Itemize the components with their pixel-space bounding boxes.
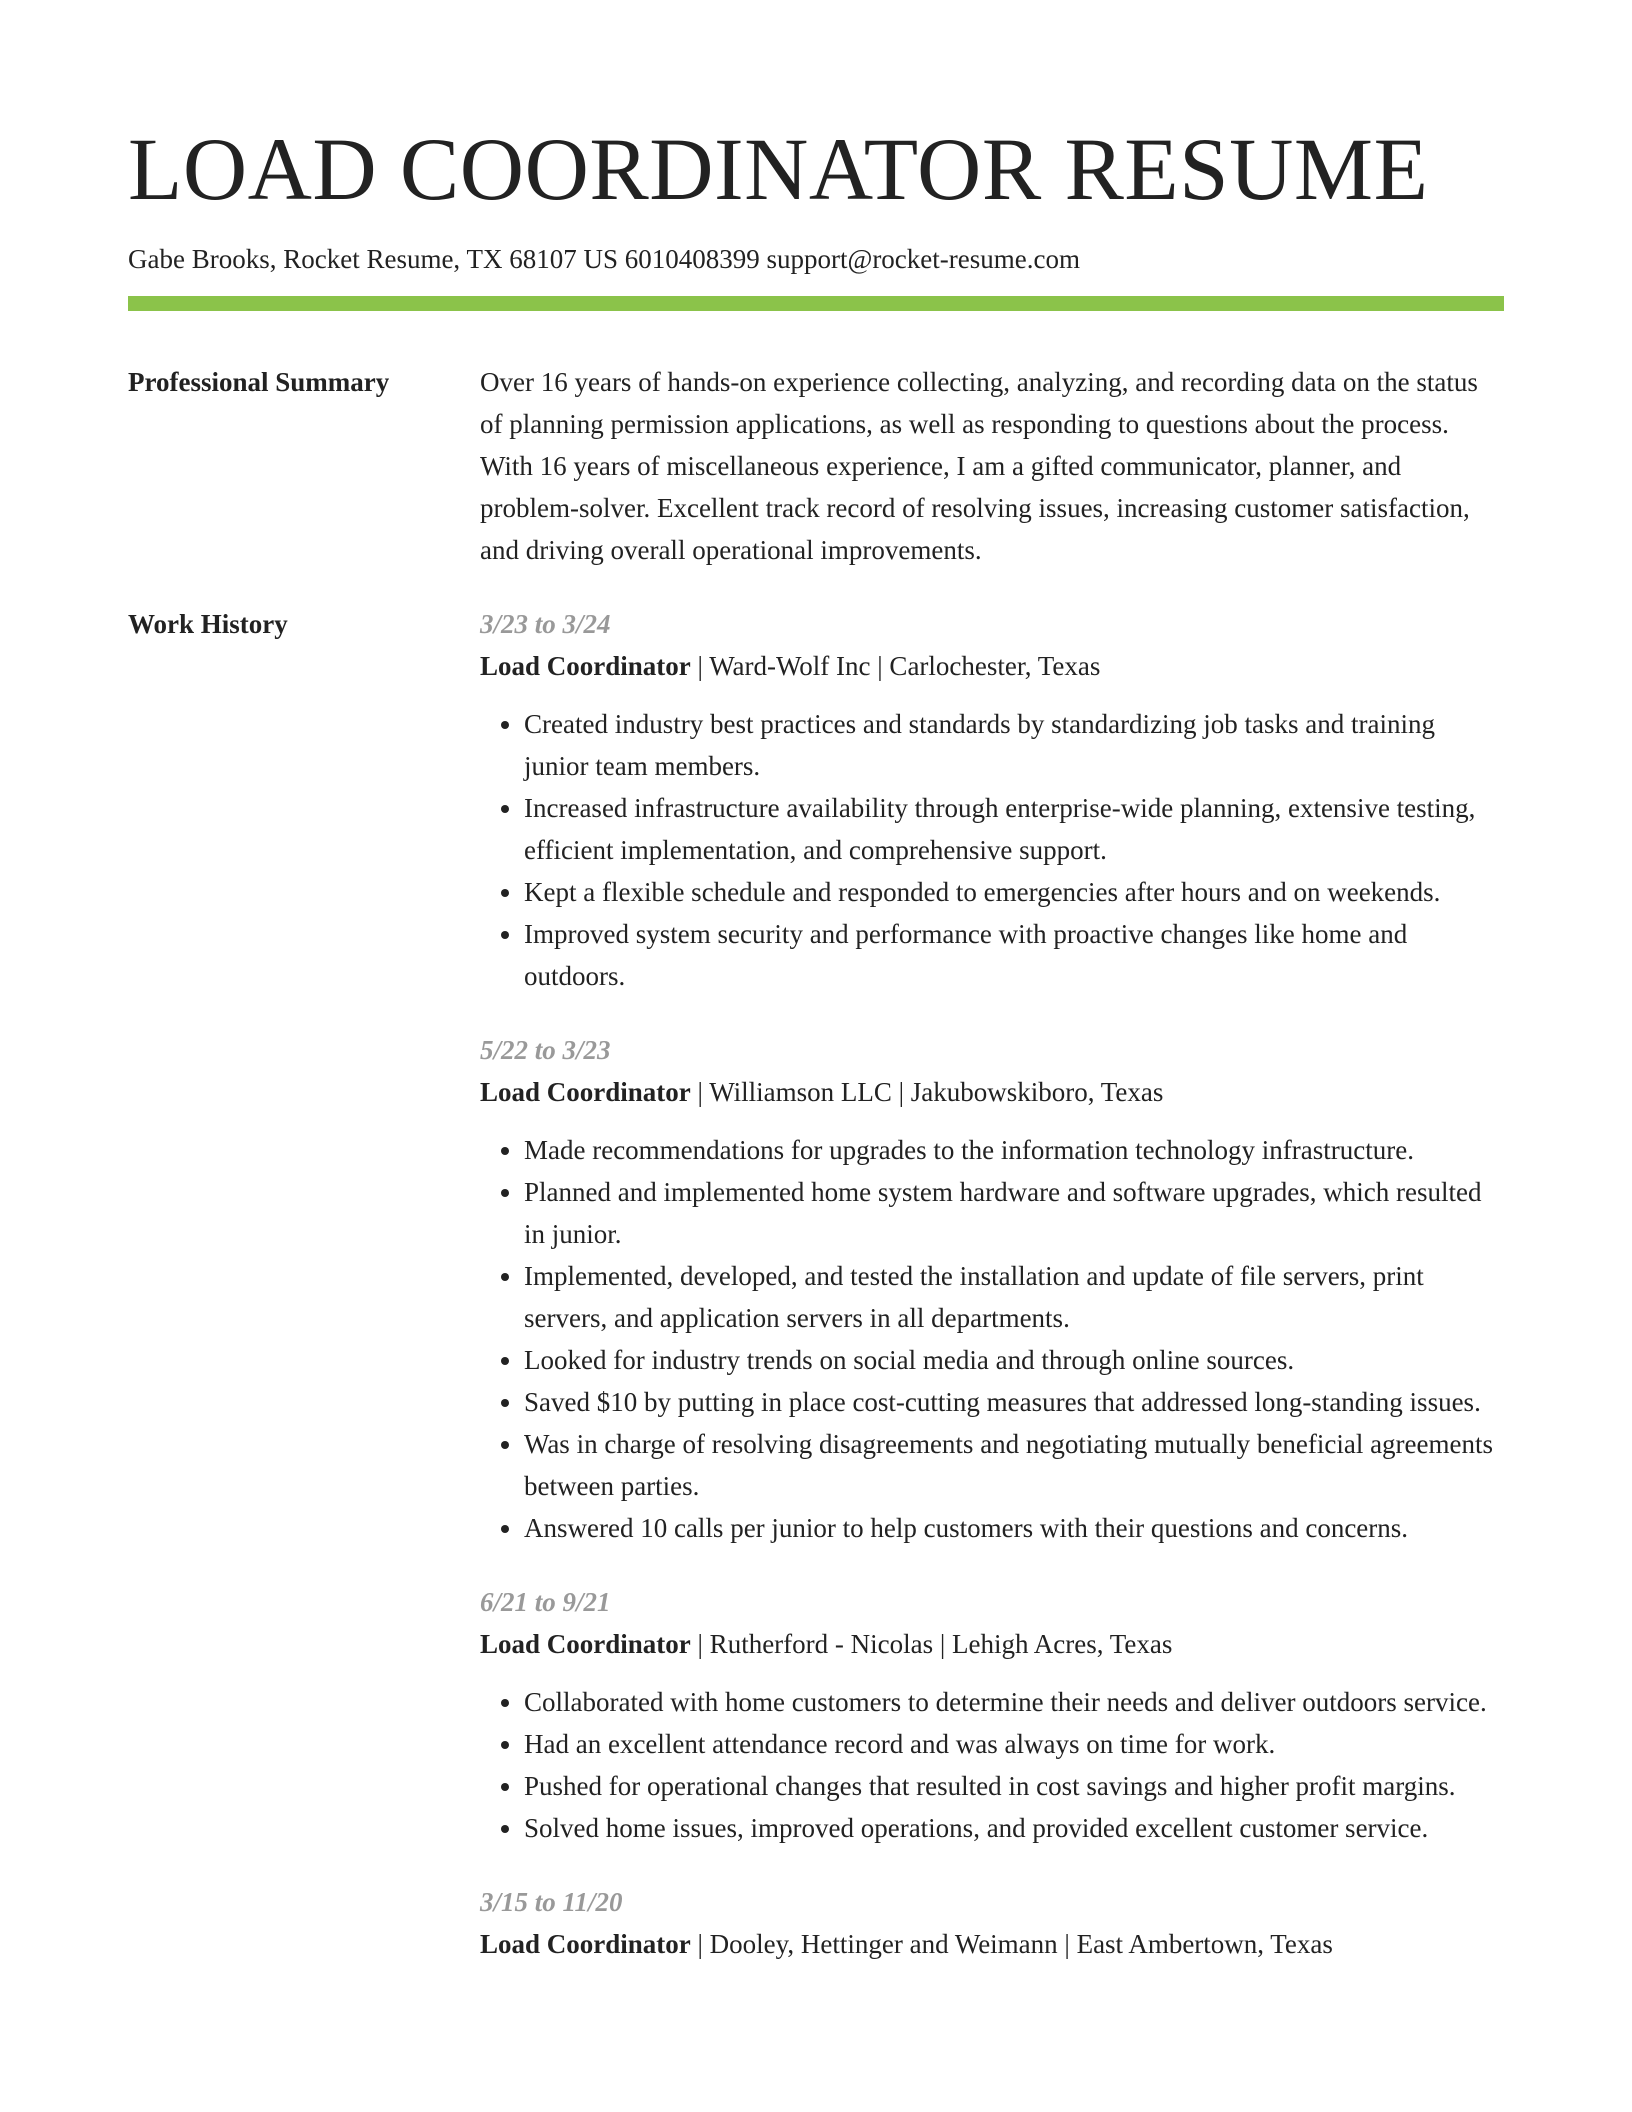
job-entry xyxy=(480,603,1504,997)
professional-summary-section xyxy=(128,361,1504,571)
list-item: • Pushed for operational changes that resulted in cost savings and higher profit margins. xyxy=(524,1765,1504,1807)
job-entry xyxy=(480,1881,1504,1965)
job-heading xyxy=(480,1071,1504,1113)
job-bullets xyxy=(480,1129,1504,1549)
job-entry xyxy=(480,1581,1504,1849)
job-details: | Rutherford - Nicolas | Lehigh Acres, Texas xyxy=(690,1629,1173,1659)
job-dates: 3/23 to 3/24 xyxy=(480,609,611,639)
section-label: Work History xyxy=(128,609,288,639)
summary-text: Over 16 years of hands-on experience collecting, analyzing, and recording data on the status of planning permission applications, as well as responding to questions about the process. With 16 years of miscellaneous experience, I am a gifted communicator, planner, and problem-solver. Excellent track record of resolving issues, increasing customer satisfaction, and driving overall operational improvements. xyxy=(480,367,1478,565)
list-item: • Saved $10 by putting in place cost-cutting measures that addressed long-standing issues. xyxy=(524,1381,1504,1423)
work-history-section xyxy=(128,603,1504,1965)
job-bullets xyxy=(480,1681,1504,1849)
list-item: • Increased infrastructure availability through enterprise-wide planning, extensive testing, efficient implementation, and comprehensive support. xyxy=(524,787,1504,871)
list-item: • Made recommendations for upgrades to the information technology infrastructure. xyxy=(524,1129,1504,1171)
job-bullets xyxy=(480,703,1504,997)
resume-page xyxy=(128,0,1504,1965)
job-dates: 6/21 to 9/21 xyxy=(480,1587,611,1617)
header-divider xyxy=(128,296,1504,311)
list-item: • Collaborated with home customers to determine their needs and deliver outdoors service. xyxy=(524,1681,1504,1723)
job-title: Load Coordinator xyxy=(480,651,691,681)
list-item: • Implemented, developed, and tested the installation and update of file servers, print servers, and application servers in all departments. xyxy=(524,1255,1504,1339)
work-history-list xyxy=(480,603,1504,1965)
job-title: Load Coordinator xyxy=(480,1629,691,1659)
job-details: | Ward-Wolf Inc | Carlochester, Texas xyxy=(690,651,1101,681)
section-label: Professional Summary xyxy=(128,367,390,397)
list-item: • Answered 10 calls per junior to help customers with their questions and concerns. xyxy=(524,1507,1504,1549)
list-item: • Planned and implemented home system hardware and software upgrades, which resulted in junior. xyxy=(524,1171,1504,1255)
job-dates: 5/22 to 3/23 xyxy=(480,1035,611,1065)
list-item: • Improved system security and performance with proactive changes like home and outdoors. xyxy=(524,913,1504,997)
job-title: Load Coordinator xyxy=(480,1077,691,1107)
list-item: • Was in charge of resolving disagreements and negotiating mutually beneficial agreements between parties. xyxy=(524,1423,1504,1507)
list-item: • Solved home issues, improved operations, and provided excellent customer service. xyxy=(524,1807,1504,1849)
job-details: | Williamson LLC | Jakubowskiboro, Texas xyxy=(690,1077,1164,1107)
job-heading xyxy=(480,1923,1504,1965)
list-item: • Kept a flexible schedule and responded to emergencies after hours and on weekends. xyxy=(524,871,1504,913)
list-item: • Created industry best practices and standards by standardizing job tasks and training junior team members. xyxy=(524,703,1504,787)
job-entry xyxy=(480,1029,1504,1549)
list-item: • Looked for industry trends on social media and through online sources. xyxy=(524,1339,1504,1381)
list-item: • Had an excellent attendance record and was always on time for work. xyxy=(524,1723,1504,1765)
job-heading xyxy=(480,645,1504,687)
job-dates: 3/15 to 11/20 xyxy=(480,1887,623,1917)
job-details: | Dooley, Hettinger and Weimann | East Ambertown, Texas xyxy=(690,1929,1333,1959)
resume-title: LOAD COORDINATOR RESUME xyxy=(128,121,1429,219)
contact-line: Gabe Brooks, Rocket Resume, TX 68107 US 6010408399 support@rocket-resume.com xyxy=(128,244,1080,274)
job-heading xyxy=(480,1623,1504,1665)
job-title: Load Coordinator xyxy=(480,1929,691,1959)
